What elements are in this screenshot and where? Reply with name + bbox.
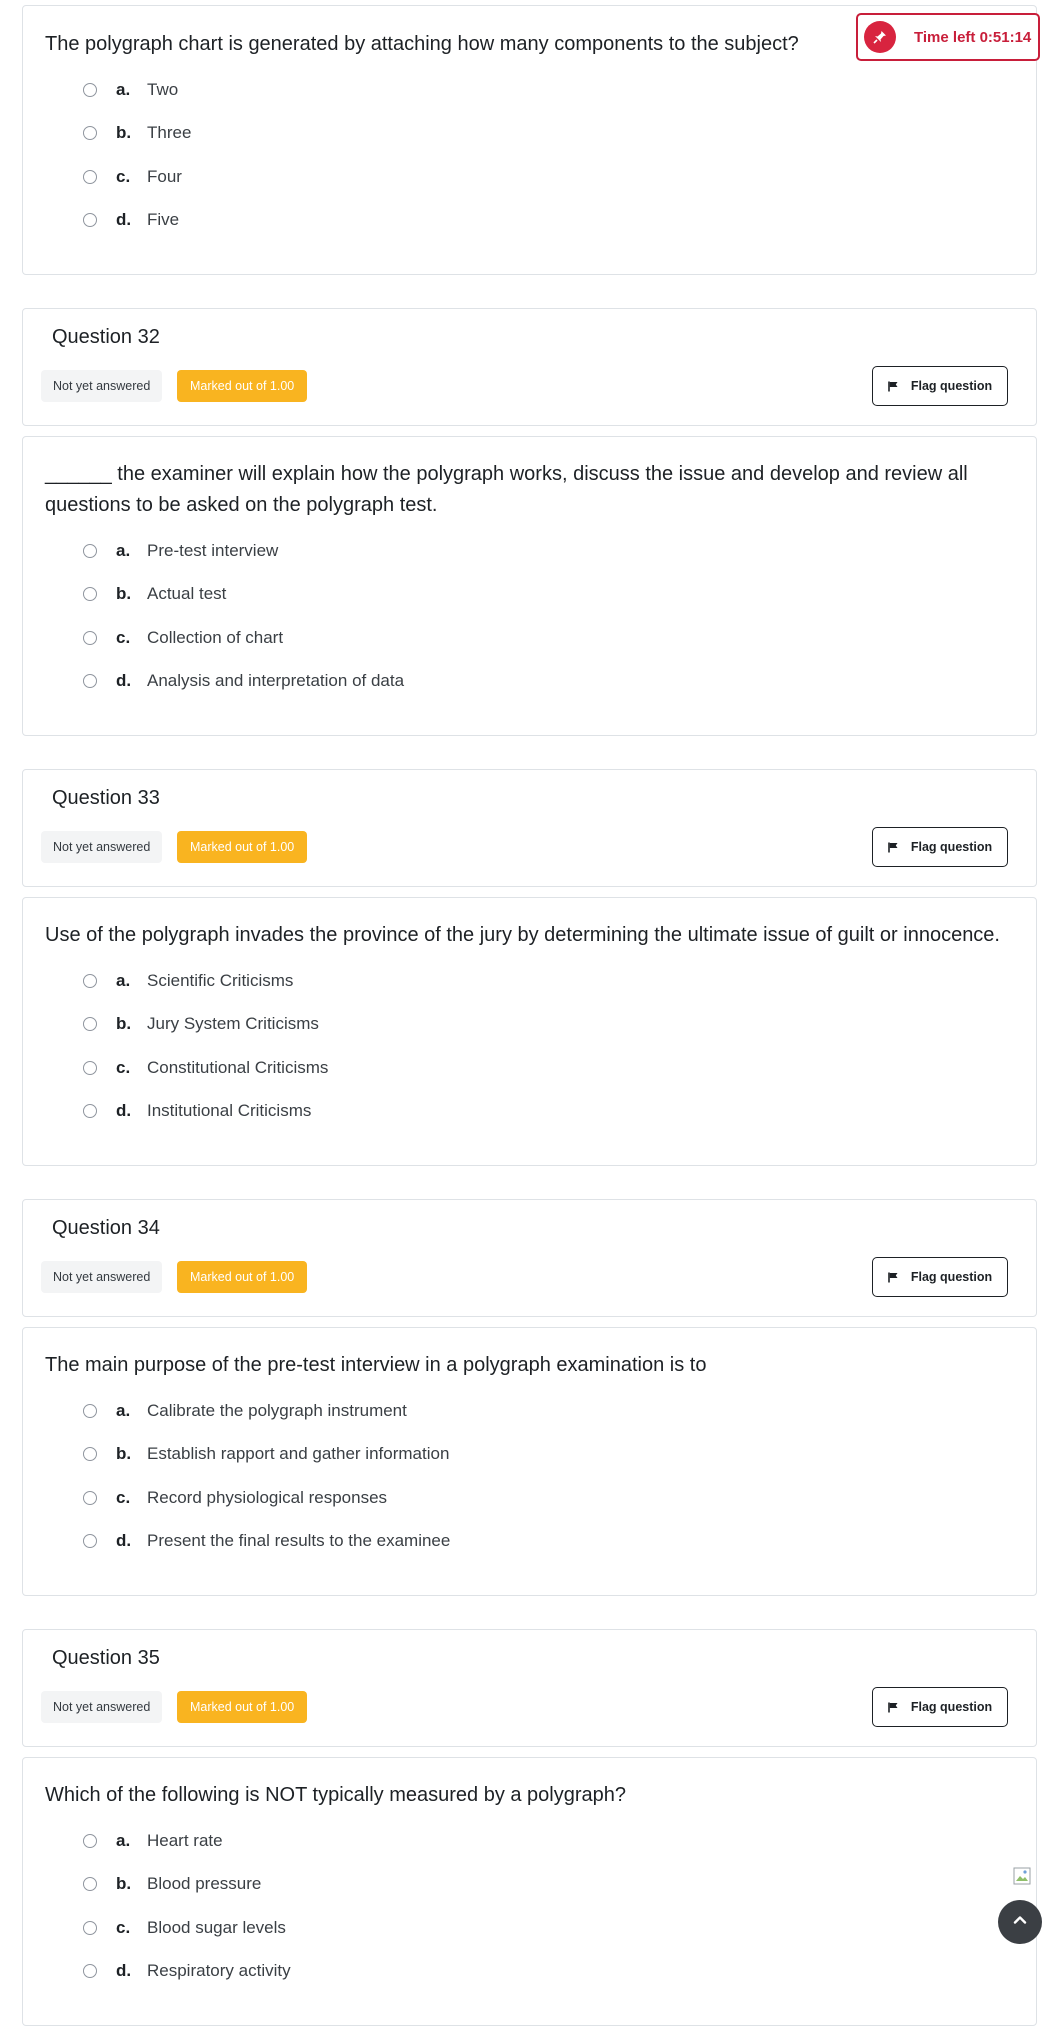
- flag-question-button[interactable]: [872, 1257, 1008, 1297]
- question-35-info: [22, 1629, 1037, 1747]
- radio-button[interactable]: [83, 213, 97, 227]
- question-grade-badge: Marked out of 1.00: [177, 1691, 307, 1723]
- answer-option-a[interactable]: [45, 1389, 1014, 1433]
- answer-label: Collection of chart: [147, 627, 284, 647]
- question-35-text: Which of the following is NOT typically measured by a polygraph?: [45, 1784, 627, 1806]
- answer-letter: d.: [116, 210, 132, 230]
- timer-icon: [864, 21, 896, 53]
- radio-button[interactable]: [83, 126, 97, 140]
- answer-label: Calibrate the polygraph instrument: [147, 1400, 407, 1420]
- radio-button[interactable]: [83, 1447, 97, 1461]
- answer-letter: c.: [116, 1487, 131, 1507]
- answer-option-b[interactable]: [45, 1433, 1014, 1477]
- question-33-text: Use of the polygraph invades the province of the jury by determining the ultimate issue of guilt or innocence.: [45, 924, 1000, 946]
- answer-letter: b.: [116, 123, 132, 143]
- answer-label: Heart rate: [147, 1830, 223, 1850]
- answer-option-c[interactable]: [45, 155, 1014, 199]
- question-34-content: [22, 1327, 1037, 1596]
- answer-option-b[interactable]: [45, 1863, 1014, 1907]
- answer-option-d[interactable]: [45, 660, 1014, 704]
- answer-option-a[interactable]: [45, 1819, 1014, 1863]
- answer-option-d[interactable]: [45, 1520, 1014, 1564]
- answer-label: Institutional Criticisms: [147, 1101, 312, 1121]
- question-33-info: [22, 769, 1037, 887]
- radio-button[interactable]: [83, 83, 97, 97]
- answer-label: Constitutional Criticisms: [147, 1057, 329, 1077]
- answer-label: Actual test: [147, 584, 227, 604]
- question-state-badge: Not yet answered: [41, 1261, 162, 1293]
- radio-button[interactable]: [83, 170, 97, 184]
- answer-letter: c.: [116, 1917, 131, 1937]
- answer-list: [45, 68, 1014, 260]
- flag-icon: [888, 842, 899, 853]
- broken-image-icon: [1013, 1867, 1031, 1885]
- answer-option-a[interactable]: [45, 68, 1014, 112]
- answer-letter: a.: [116, 540, 131, 560]
- answer-letter: a.: [116, 970, 131, 990]
- radio-button[interactable]: [83, 1404, 97, 1418]
- answer-label: Jury System Criticisms: [147, 1014, 319, 1034]
- answer-option-d[interactable]: [45, 1090, 1014, 1134]
- answer-option-c[interactable]: [45, 1476, 1014, 1520]
- flag-question-label: Flag question: [910, 1700, 993, 1714]
- question-number: Question 35: [52, 1647, 160, 1669]
- question-32-info: [22, 308, 1037, 426]
- radio-button[interactable]: [83, 1491, 97, 1505]
- radio-button[interactable]: [83, 544, 97, 558]
- question-grade-badge: Marked out of 1.00: [177, 1261, 307, 1293]
- answer-label: Scientific Criticisms: [147, 970, 294, 990]
- question-state-badge: Not yet answered: [41, 370, 162, 402]
- flag-question-label: Flag question: [910, 379, 993, 393]
- answer-label: Two: [147, 79, 179, 99]
- answer-list: [45, 1819, 1014, 2011]
- answer-option-a[interactable]: [45, 959, 1014, 1003]
- answer-label: Blood pressure: [147, 1874, 262, 1894]
- question-31-text: The polygraph chart is generated by attaching how many components to the subject?: [45, 33, 799, 55]
- answer-letter: a.: [116, 1830, 131, 1850]
- quiz-timer: [856, 13, 1040, 61]
- answer-label: Analysis and interpretation of data: [147, 671, 405, 691]
- question-32-text: ______ the examiner will explain how the polygraph works, discuss the issue and develop and review all questions to be asked on the polygraph test.: [45, 463, 968, 516]
- answer-letter: a.: [116, 1400, 131, 1420]
- answer-option-b[interactable]: [45, 573, 1014, 617]
- answer-label: Blood sugar levels: [147, 1917, 286, 1937]
- radio-button[interactable]: [83, 1104, 97, 1118]
- flag-icon: [888, 1702, 899, 1713]
- answer-letter: c.: [116, 166, 131, 186]
- question-34-info: [22, 1199, 1037, 1317]
- flag-question-label: Flag question: [910, 840, 993, 854]
- answer-option-a[interactable]: [45, 529, 1014, 573]
- question-35-content: [22, 1757, 1037, 2026]
- timer-label: Time left 0:51:14: [914, 28, 1032, 46]
- answer-label: Pre-test interview: [147, 540, 279, 560]
- question-number: Question 34: [52, 1217, 160, 1239]
- answer-letter: d.: [116, 1961, 132, 1981]
- flag-question-button[interactable]: [872, 1687, 1008, 1727]
- answer-list: [45, 959, 1014, 1151]
- answer-list: [45, 529, 1014, 721]
- answer-letter: c.: [116, 1057, 131, 1077]
- answer-label: Respiratory activity: [147, 1961, 291, 1981]
- question-34-text: The main purpose of the pre-test interview in a polygraph examination is to: [45, 1354, 707, 1376]
- flag-icon: [888, 1272, 899, 1283]
- answer-letter: b.: [116, 1874, 132, 1894]
- answer-letter: b.: [116, 584, 132, 604]
- answer-label: Record physiological responses: [147, 1487, 388, 1507]
- answer-option-d[interactable]: [45, 1950, 1014, 1994]
- radio-button[interactable]: [83, 1061, 97, 1075]
- answer-label: Five: [147, 210, 180, 230]
- chevron-up-icon: [1012, 1912, 1028, 1933]
- answer-option-c[interactable]: [45, 1906, 1014, 1950]
- answer-label: Present the final results to the examinee: [147, 1531, 451, 1551]
- radio-button[interactable]: [83, 587, 97, 601]
- question-number: Question 32: [52, 326, 160, 348]
- answer-letter: d.: [116, 1531, 132, 1551]
- answer-letter: a.: [116, 79, 131, 99]
- question-number: Question 33: [52, 787, 160, 809]
- answer-letter: b.: [116, 1444, 132, 1464]
- answer-option-c[interactable]: [45, 1046, 1014, 1090]
- radio-button[interactable]: [83, 1921, 97, 1935]
- answer-label: Three: [147, 123, 192, 143]
- radio-button[interactable]: [83, 1834, 97, 1848]
- scroll-to-top-button[interactable]: [998, 1900, 1042, 1944]
- answer-option-d[interactable]: [45, 199, 1014, 243]
- answer-label: Four: [147, 166, 182, 186]
- answer-letter: d.: [116, 1101, 132, 1121]
- answer-option-b[interactable]: [45, 112, 1014, 156]
- radio-button[interactable]: [83, 674, 97, 688]
- answer-list: [45, 1389, 1014, 1581]
- radio-button[interactable]: [83, 974, 97, 988]
- radio-button[interactable]: [83, 1964, 97, 1978]
- radio-button[interactable]: [83, 1017, 97, 1031]
- question-33-content: [22, 897, 1037, 1166]
- answer-letter: d.: [116, 671, 132, 691]
- question-grade-badge: Marked out of 1.00: [177, 831, 307, 863]
- question-32-content: [22, 436, 1037, 736]
- question-state-badge: Not yet answered: [41, 831, 162, 863]
- flag-question-button[interactable]: [872, 366, 1008, 406]
- question-state-badge: Not yet answered: [41, 1691, 162, 1723]
- answer-option-c[interactable]: [45, 616, 1014, 660]
- radio-button[interactable]: [83, 631, 97, 645]
- flag-icon: [888, 381, 899, 392]
- answer-label: Establish rapport and gather information: [147, 1444, 450, 1464]
- question-grade-badge: Marked out of 1.00: [177, 370, 307, 402]
- answer-letter: b.: [116, 1014, 132, 1034]
- answer-option-b[interactable]: [45, 1003, 1014, 1047]
- answer-letter: c.: [116, 627, 131, 647]
- radio-button[interactable]: [83, 1534, 97, 1548]
- flag-question-label: Flag question: [910, 1270, 993, 1284]
- radio-button[interactable]: [83, 1877, 97, 1891]
- flag-question-button[interactable]: [872, 827, 1008, 867]
